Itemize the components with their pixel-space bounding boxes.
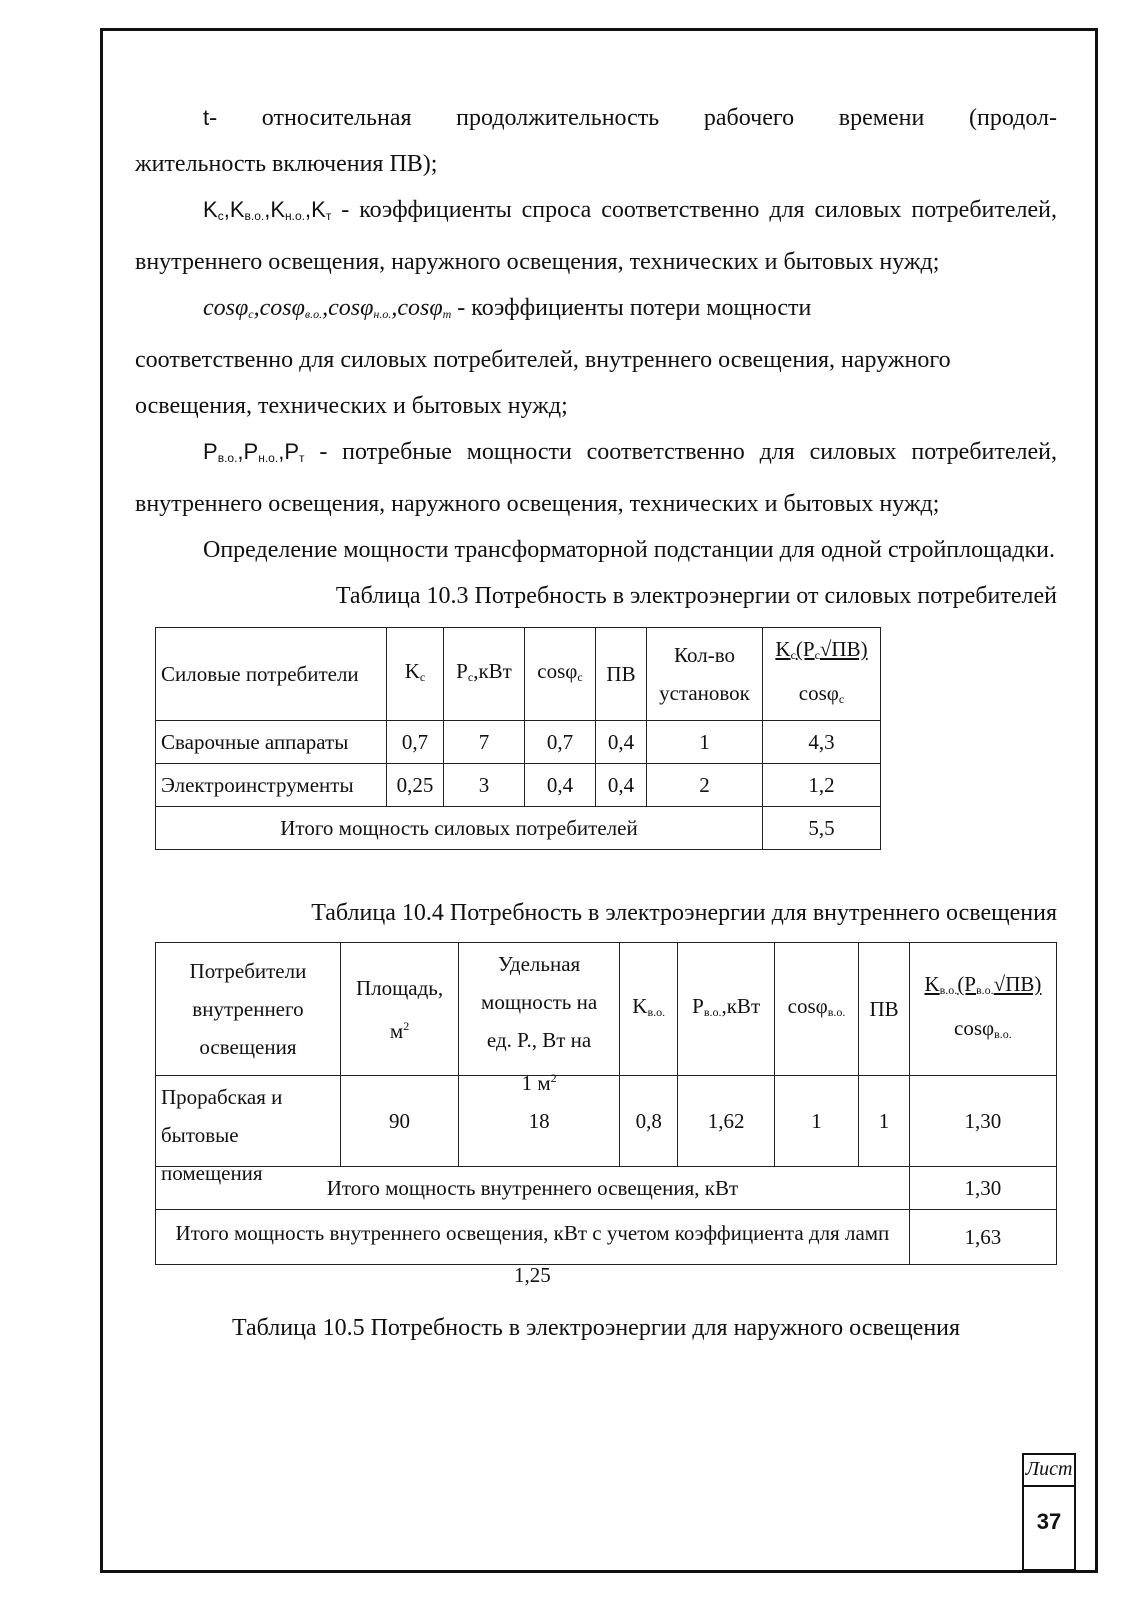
- sheet-label: Лист: [1024, 1455, 1074, 1487]
- paragraph-cos-coefficients: cosφ$_c$,cosφ$_{в.о.}$,cosφ$_{н.о.}$,cosφ$_т$ - коэффициенты потери мощности: [203, 295, 812, 321]
- table-header-row: Потребители внутреннего освещения Площадь, $м^2$ Удельная мощность на ед. P., Вт на 1 $м^2$ $K_{в.о.}$ $P_{в.о.},кВт$ cosφ$_{в.о.}$ ПВ $K_{в.о.}(P_{в.о.}√ПВ)$ cosφ$_{в.о.}$: [156, 943, 1057, 1076]
- table-row: Электроинструменты 0,25 3 0,4 0,4 2 1,2: [156, 764, 881, 807]
- sheet-stamp: [1022, 1453, 1076, 1571]
- paragraph-definition: Определение мощности трансформаторной подстанции для одной стройплощадки.: [203, 537, 1055, 563]
- paragraph-t: t- относительная продолжительность рабочего времени (продол-: [203, 105, 1057, 131]
- paragraph-cos-line3: освещения, технических и бытовых нужд;: [135, 393, 568, 419]
- table-row: Прорабская и бытовые помещения 90 18 0,8 1,62 1 1 1,30: [156, 1076, 1057, 1167]
- table-total-row-with-coefficient: Итого мощность внутреннего освещения, кВт с учетом коэффициента для ламп 1,25 1,63: [156, 1210, 1057, 1265]
- table-total-row: Итого мощность силовых потребителей 5,5: [156, 807, 881, 850]
- paragraph-cos-line2: соответственно для силовых потребителей, внутреннего освещения, наружного: [135, 347, 951, 373]
- paragraph-power: $P_{в.о.},P_{н.о.},P_т$ - потребные мощности соответственно для силовых потребителей, внутреннего освещения, наружного освещения, технических и бытовых нужд;: [135, 439, 1058, 517]
- table-header-row: Силовые потребители $K_с$ $P_с,кВт$ cosφ$_с$ ПВ Кол-во установок $K_с(P_с√ПВ)$ cosφ$_с$: [156, 628, 881, 721]
- table-10-3: [155, 627, 881, 850]
- table-10-3-caption: Таблица 10.3 Потребность в электроэнергии от силовых потребителей: [335, 583, 1057, 609]
- table-total-row: Итого мощность внутреннего освещения, кВт 1,30: [156, 1167, 1057, 1210]
- paragraph-t-cont: жительность включения ПВ);: [135, 151, 438, 177]
- table-row: Сварочные аппараты 0,7 7 0,7 0,4 1 4,3: [156, 721, 881, 764]
- table-10-5-caption: Таблица 10.5 Потребность в электроэнергии для наружного освещения: [231, 1315, 961, 1341]
- table-10-4: [155, 942, 1057, 1287]
- paragraph-demand-coefficients: $K_с,K_{в.о.},K_{н.о.},K_т$ - коэффициенты спроса соответственно для силовых потребителей, внутреннего освещения, наружного освещения, технических и бытовых нужд;: [135, 197, 1058, 275]
- table-10-4-caption: Таблица 10.4 Потребность в электроэнергии для внутреннего освещения: [311, 900, 1057, 926]
- sheet-number: 37: [1036, 1509, 1062, 1534]
- document-body: [135, 95, 1057, 1351]
